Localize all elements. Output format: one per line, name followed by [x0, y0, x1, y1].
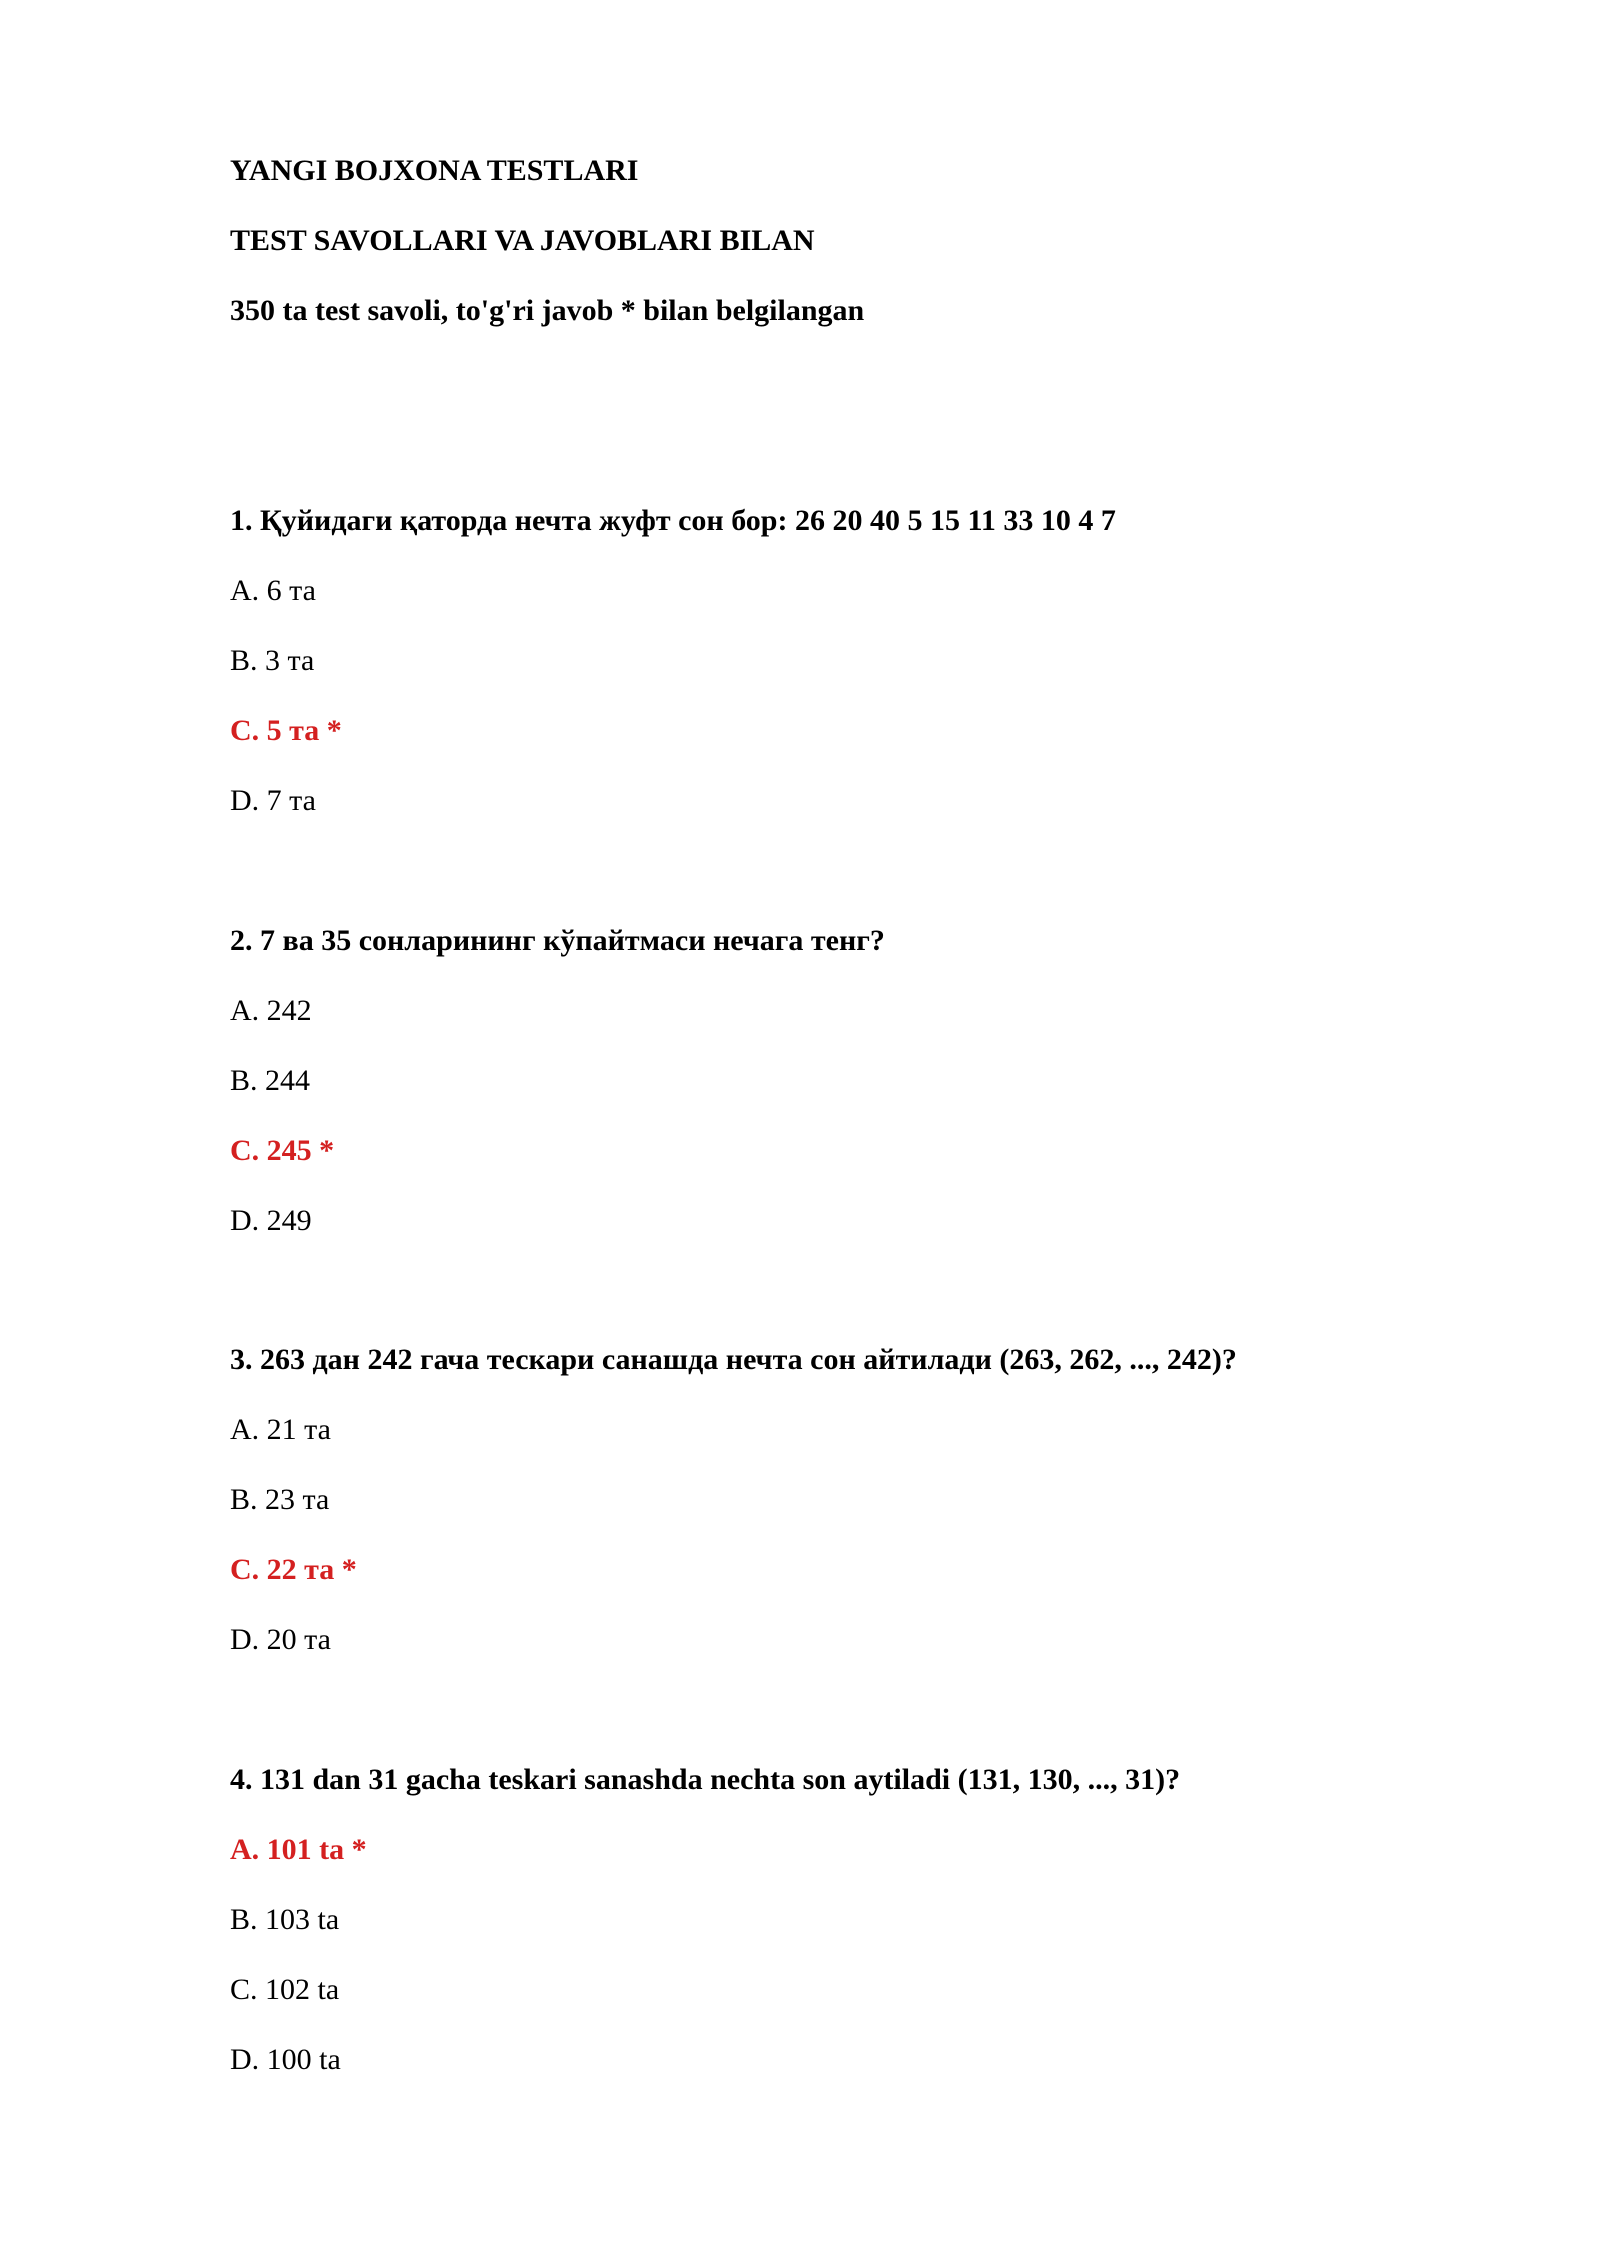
answer-option: B. 23 та — [230, 1483, 330, 1516]
answer-option: B. 3 та — [230, 644, 315, 677]
answer-option: B. 103 ta — [230, 1903, 340, 1936]
answer-option-correct: C. 245 * — [230, 1134, 335, 1167]
document-subtitle: TEST SAVOLLARI VA JAVOBLARI BILAN — [230, 224, 815, 257]
answer-option-correct: C. 22 та * — [230, 1553, 357, 1586]
answer-option: B. 244 — [230, 1064, 311, 1097]
question-text: 4. 131 dan 31 gacha teskari sanashda nechta son aytiladi (131, 130, ..., 31)? — [230, 1763, 1181, 1796]
answer-option: A. 242 — [230, 994, 312, 1027]
answer-option-correct: C. 5 та * — [230, 714, 342, 747]
answer-option: D. 100 ta — [230, 2043, 341, 2076]
document-note: 350 ta test savoli, to'g'ri javob * bilan belgilangan — [230, 294, 865, 327]
question-text: 3. 263 дан 242 гача тескари санашда нечта сон айтилади (263, 262, ..., 242)? — [230, 1343, 1237, 1376]
answer-option: A. 21 та — [230, 1413, 331, 1446]
answer-option: A. 6 та — [230, 574, 316, 607]
question-text: 1. Қуйидаги қаторда нечта жуфт сон бор: 26 20 40 5 15 11 33 10 4 7 — [230, 504, 1116, 537]
answer-option: D. 249 — [230, 1204, 312, 1237]
answer-option: C. 102 ta — [230, 1973, 340, 2006]
answer-option-correct: A. 101 ta * — [230, 1833, 367, 1866]
question-text: 2. 7 ва 35 сонларининг кўпайтмаси нечага тенг? — [230, 924, 885, 957]
answer-option: D. 7 та — [230, 784, 316, 817]
document-title: YANGI BOJXONA TESTLARI — [230, 154, 639, 187]
answer-option: D. 20 та — [230, 1623, 331, 1656]
